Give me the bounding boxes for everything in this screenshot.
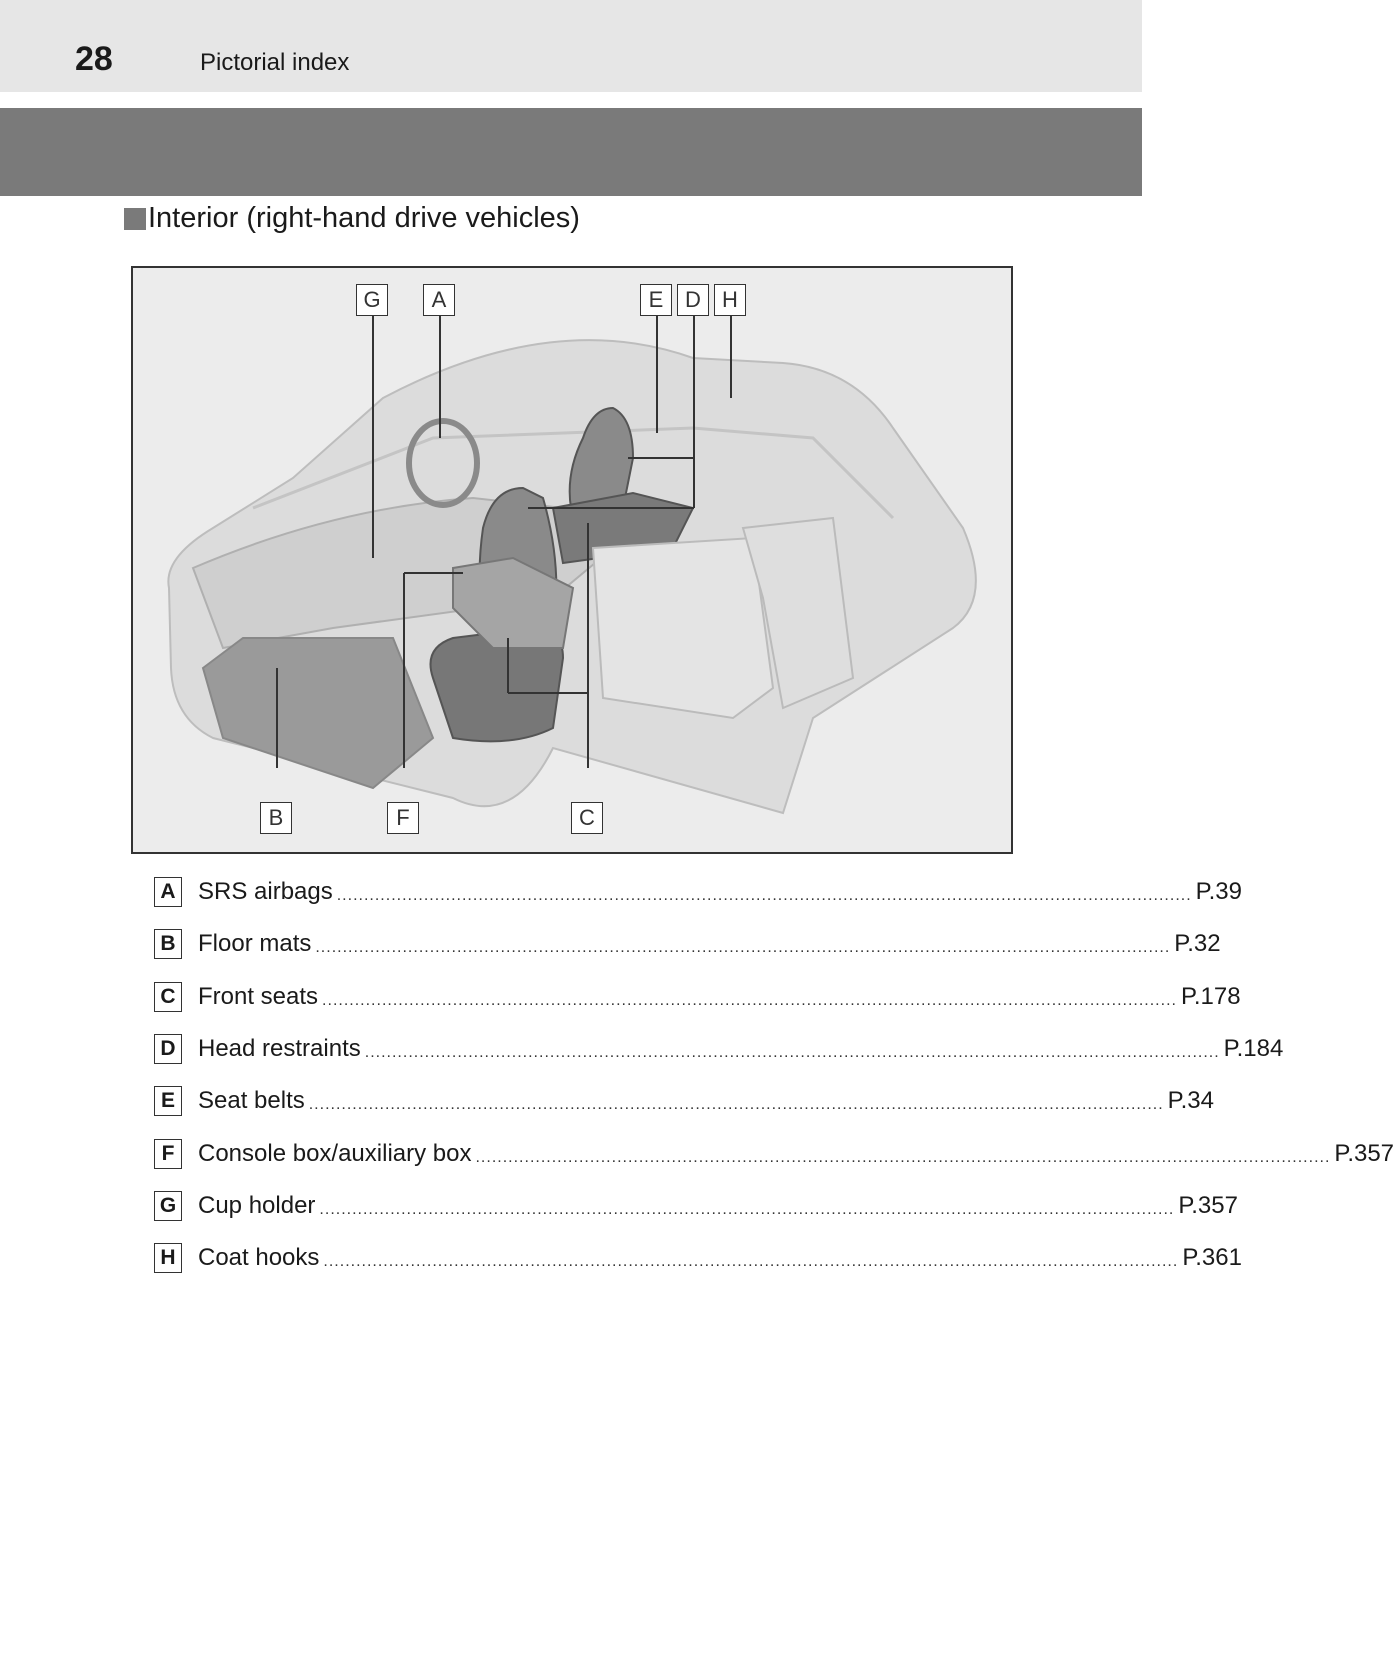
callout-a: A [423, 284, 455, 316]
pictorial-index-list [154, 866, 1394, 1284]
index-page-ref[interactable]: P.178 [1180, 982, 1241, 1010]
page-heading [124, 202, 580, 235]
index-page-ref[interactable]: P.361 [1182, 1244, 1242, 1272]
index-letter: D [154, 1034, 182, 1064]
callout-f: F [387, 802, 419, 834]
index-row[interactable] [154, 1075, 1214, 1127]
dot-leader: ............................................................................................................................................................. [336, 887, 1192, 905]
car-interior-drawing [133, 268, 1011, 852]
callout-g: G [356, 284, 388, 316]
index-row[interactable] [154, 866, 1242, 918]
index-label: Floor mats [198, 930, 312, 958]
index-letter: F [154, 1139, 182, 1169]
index-label: Seat belts [198, 1087, 305, 1115]
heading-text: Interior (right-hand drive vehicles) [148, 202, 580, 234]
index-label: Head restraints [198, 1035, 361, 1063]
index-label: Coat hooks [198, 1244, 320, 1272]
page-header [0, 0, 1142, 94]
callout-h: H [714, 284, 746, 316]
callout-b: B [260, 802, 292, 834]
header-band [0, 108, 1142, 196]
index-label: Cup holder [198, 1191, 316, 1219]
callout-e: E [640, 284, 672, 316]
dot-leader: ............................................................................................................................................................. [475, 1148, 1331, 1166]
index-label: Front seats [198, 982, 319, 1010]
heading-square-icon [124, 208, 146, 230]
dot-leader: ............................................................................................................................................................. [319, 1200, 1175, 1218]
index-page-ref[interactable]: P.32 [1174, 930, 1221, 958]
dot-leader: ............................................................................................................................................................. [323, 1253, 1179, 1271]
section-title: Pictorial index [200, 49, 350, 76]
index-page-ref[interactable]: P.357 [1334, 1139, 1394, 1167]
callout-c: C [571, 802, 603, 834]
index-row[interactable] [154, 1180, 1238, 1232]
index-page-ref[interactable]: P.34 [1167, 1087, 1214, 1115]
dot-leader: ............................................................................................................................................................. [308, 1096, 1164, 1114]
index-letter: C [154, 982, 182, 1012]
callout-d: D [677, 284, 709, 316]
index-letter: B [154, 929, 182, 959]
index-row[interactable] [154, 918, 1221, 970]
index-letter: H [154, 1243, 182, 1273]
index-row[interactable] [154, 1127, 1394, 1179]
index-letter: E [154, 1086, 182, 1116]
dot-leader: ............................................................................................................................................................. [322, 991, 1177, 1009]
index-label: SRS airbags [198, 878, 333, 906]
index-letter: G [154, 1191, 182, 1221]
index-row[interactable] [154, 971, 1241, 1023]
index-page-ref[interactable]: P.357 [1178, 1191, 1238, 1219]
page-number: 28 [75, 40, 113, 78]
index-row[interactable] [154, 1023, 1284, 1075]
index-page-ref[interactable]: P.39 [1195, 878, 1242, 906]
index-row[interactable] [154, 1232, 1242, 1284]
interior-illustration [131, 266, 1013, 854]
index-letter: A [154, 877, 182, 907]
index-page-ref[interactable]: P.184 [1223, 1035, 1284, 1063]
dot-leader: ............................................................................................................................................................. [315, 939, 1171, 957]
dot-leader: ............................................................................................................................................................. [364, 1044, 1220, 1062]
index-label: Console box/auxiliary box [198, 1139, 472, 1167]
